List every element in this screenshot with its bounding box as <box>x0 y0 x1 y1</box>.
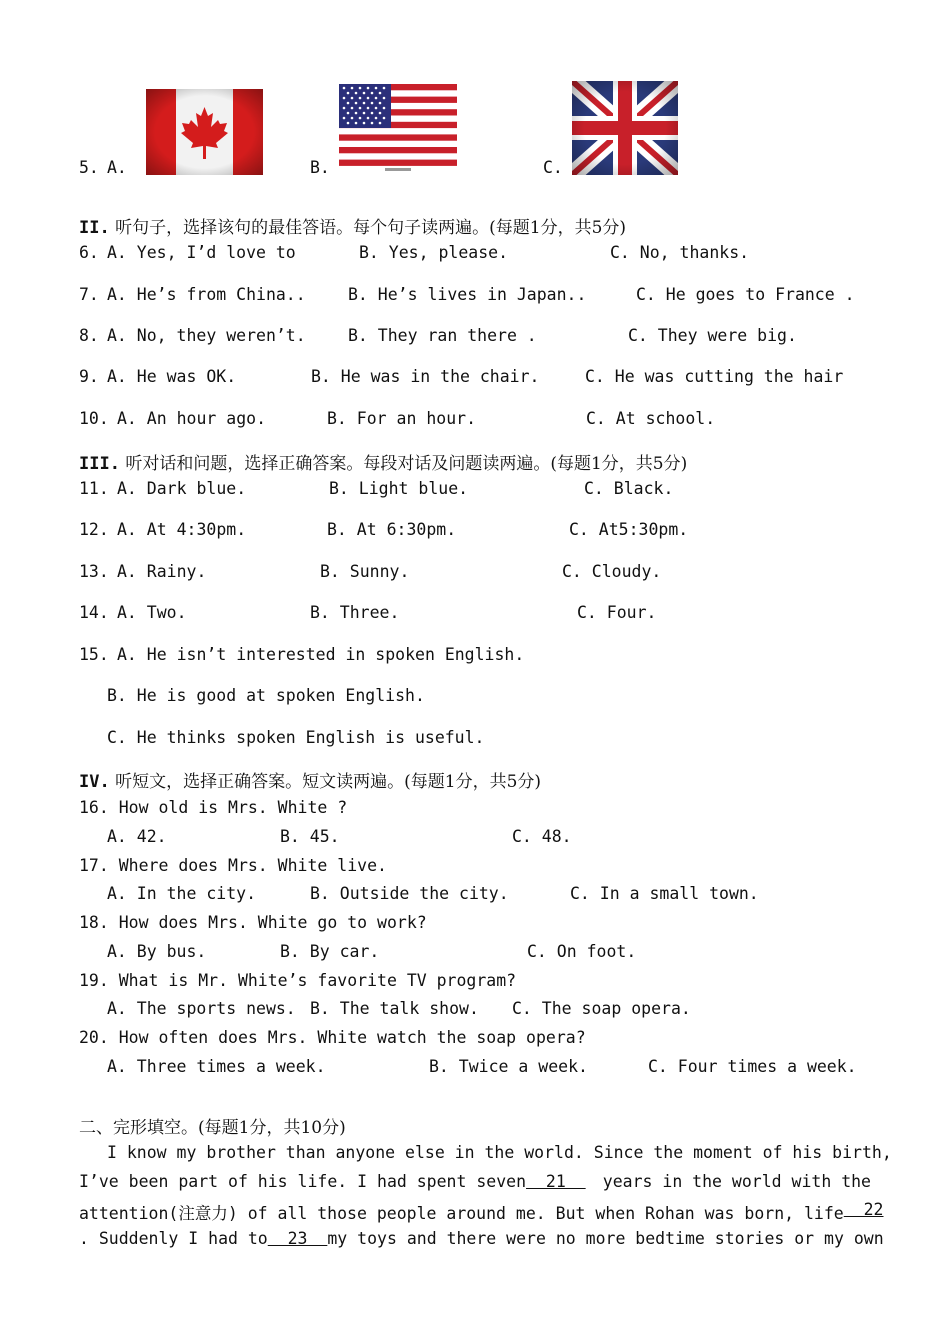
q7-number: 7. <box>79 285 99 304</box>
q14-option-b[interactable]: B. Three. <box>310 603 400 622</box>
q15-option-a[interactable]: A. He isn’t interested in spoken English. <box>117 645 525 664</box>
q9-option-b[interactable]: B. He was in the chair. <box>311 367 540 386</box>
q15-option-c[interactable]: C. He thinks spoken English is useful. <box>107 728 485 747</box>
cloze-line-4-end: my toys and there were no more bedtime stories or my own <box>327 1229 884 1248</box>
q12-option-c[interactable]: C. At5:30pm. <box>569 520 689 539</box>
q10-number: 10. <box>79 409 109 428</box>
q5-option-b-label[interactable]: B. <box>310 158 330 177</box>
section-3-title: 听对话和问题，选择正确答案。每段对话及问题读两遍。(每题1分，共5分) <box>125 454 688 474</box>
q17-option-c[interactable]: C. In a small town. <box>570 884 759 903</box>
q19-question: 19. What is Mr. White’s favorite TV program? <box>79 971 517 990</box>
q12-number: 12. <box>79 520 109 539</box>
q9-option-c[interactable]: C. He was cutting the hair <box>585 367 844 386</box>
q13-option-a[interactable]: A. Rainy. <box>117 562 207 581</box>
q20-option-a[interactable]: A. Three times a week. <box>107 1057 326 1076</box>
q14-number: 14. <box>79 603 109 622</box>
section-2-title: 听句子，选择该句的最佳答语。每个句子读两遍。(每题1分，共5分) <box>115 218 627 238</box>
cloze-line-2-end: years in the world with the <box>602 1172 871 1191</box>
q18-option-b[interactable]: B. By car. <box>280 942 380 961</box>
q17-option-b[interactable]: B. Outside the city. <box>310 884 509 903</box>
q10-option-b[interactable]: B. For an hour. <box>327 409 477 428</box>
cloze-line-1: I know my brother than anyone else in the world. Since the moment of his birth, <box>107 1143 892 1162</box>
q10-option-c[interactable]: C. At school. <box>586 409 716 428</box>
q13-option-b[interactable]: B. Sunny. <box>320 562 410 581</box>
q8-option-a[interactable]: A. No, they weren’t. <box>107 326 306 345</box>
q20-question: 20. How often does Mrs. White watch the soap opera? <box>79 1028 586 1047</box>
cloze-line-3 <box>79 1200 884 1224</box>
q14-option-c[interactable]: C. Four. <box>577 603 657 622</box>
q10-option-a[interactable]: A. An hour ago. <box>117 409 267 428</box>
q20-option-c[interactable]: C. Four times a week. <box>648 1057 857 1076</box>
q7-option-c[interactable]: C. He goes to France . <box>636 285 855 304</box>
q6-option-c[interactable]: C. No, thanks. <box>610 243 750 262</box>
cloze-line-4 <box>79 1229 884 1248</box>
q13-option-c[interactable]: C. Cloudy. <box>562 562 662 581</box>
q6-number: 6. <box>79 243 99 262</box>
q14-option-a[interactable]: A. Two. <box>117 603 187 622</box>
q7-option-a[interactable]: A. He’s from China.. <box>107 285 306 304</box>
blank-23[interactable]: 23 <box>267 1229 328 1248</box>
q12-option-a[interactable]: A. At 4:30pm. <box>117 520 247 539</box>
q5-number: 5. <box>79 158 99 177</box>
q16-question: 16. How old is Mrs. White ? <box>79 798 348 817</box>
q9-number: 9. <box>79 367 99 386</box>
canada-flag-icon <box>146 89 263 175</box>
cloze-line-3-text: attention(注意力) of all those people around me. But when Rohan was born, life <box>79 1204 844 1223</box>
q8-number: 8. <box>79 326 99 345</box>
q11-number: 11. <box>79 479 109 498</box>
uk-flag-icon <box>572 81 678 175</box>
usa-flag-icon <box>339 84 457 172</box>
cloze-line-2 <box>79 1172 871 1191</box>
section-4-title: 听短文，选择正确答案。短文读两遍。(每题1分，共5分) <box>115 772 542 792</box>
q5-option-c-label[interactable]: C. <box>543 158 563 177</box>
section-2-roman: II. <box>79 218 110 238</box>
q11-option-b[interactable]: B. Light blue. <box>329 479 469 498</box>
q20-option-b[interactable]: B. Twice a week. <box>429 1057 588 1076</box>
q17-option-a[interactable]: A. In the city. <box>107 884 257 903</box>
q17-question: 17. Where does Mrs. White live. <box>79 856 387 875</box>
q15-option-b[interactable]: B. He is good at spoken English. <box>107 686 425 705</box>
q11-option-c[interactable]: C. Black. <box>584 479 674 498</box>
section-4-roman: IV. <box>79 772 110 792</box>
q16-option-c[interactable]: C. 48. <box>512 827 572 846</box>
q19-option-b[interactable]: B. The talk show. <box>310 999 479 1018</box>
q13-number: 13. <box>79 562 109 581</box>
q6-option-b[interactable]: B. Yes, please. <box>359 243 509 262</box>
q9-option-a[interactable]: A. He was OK. <box>107 367 237 386</box>
section-2-heading <box>79 213 626 238</box>
cloze-line-4-start: . Suddenly I had to <box>79 1229 268 1248</box>
q18-option-c[interactable]: C. On foot. <box>527 942 637 961</box>
cloze-heading: 二、完形填空。(每题1分，共10分) <box>79 1118 346 1138</box>
q16-option-b[interactable]: B. 45. <box>280 827 340 846</box>
q18-option-a[interactable]: A. By bus. <box>107 942 207 961</box>
cloze-line-2-start: I’ve been part of his life. I had spent seven <box>79 1172 527 1191</box>
blank-21[interactable]: 21 <box>526 1172 586 1191</box>
q12-option-b[interactable]: B. At 6:30pm. <box>327 520 457 539</box>
q5-option-a-label[interactable]: A. <box>107 158 127 177</box>
q6-option-a[interactable]: A. Yes, I’d love to <box>107 243 296 262</box>
q8-option-b[interactable]: B. They ran there . <box>348 326 537 345</box>
section-4-heading <box>79 767 541 792</box>
q15-number: 15. <box>79 645 109 664</box>
q18-question: 18. How does Mrs. White go to work? <box>79 913 427 932</box>
blank-22[interactable]: 22 <box>843 1200 884 1219</box>
q16-option-a[interactable]: A. 42. <box>107 827 167 846</box>
q7-option-b[interactable]: B. He’s lives in Japan.. <box>348 285 587 304</box>
q8-option-c[interactable]: C. They were big. <box>628 326 797 345</box>
q11-option-a[interactable]: A. Dark blue. <box>117 479 247 498</box>
q19-option-c[interactable]: C. The soap opera. <box>512 999 691 1018</box>
q19-option-a[interactable]: A. The sports news. <box>107 999 296 1018</box>
section-3-heading <box>79 449 687 474</box>
section-3-roman: III. <box>79 454 120 474</box>
